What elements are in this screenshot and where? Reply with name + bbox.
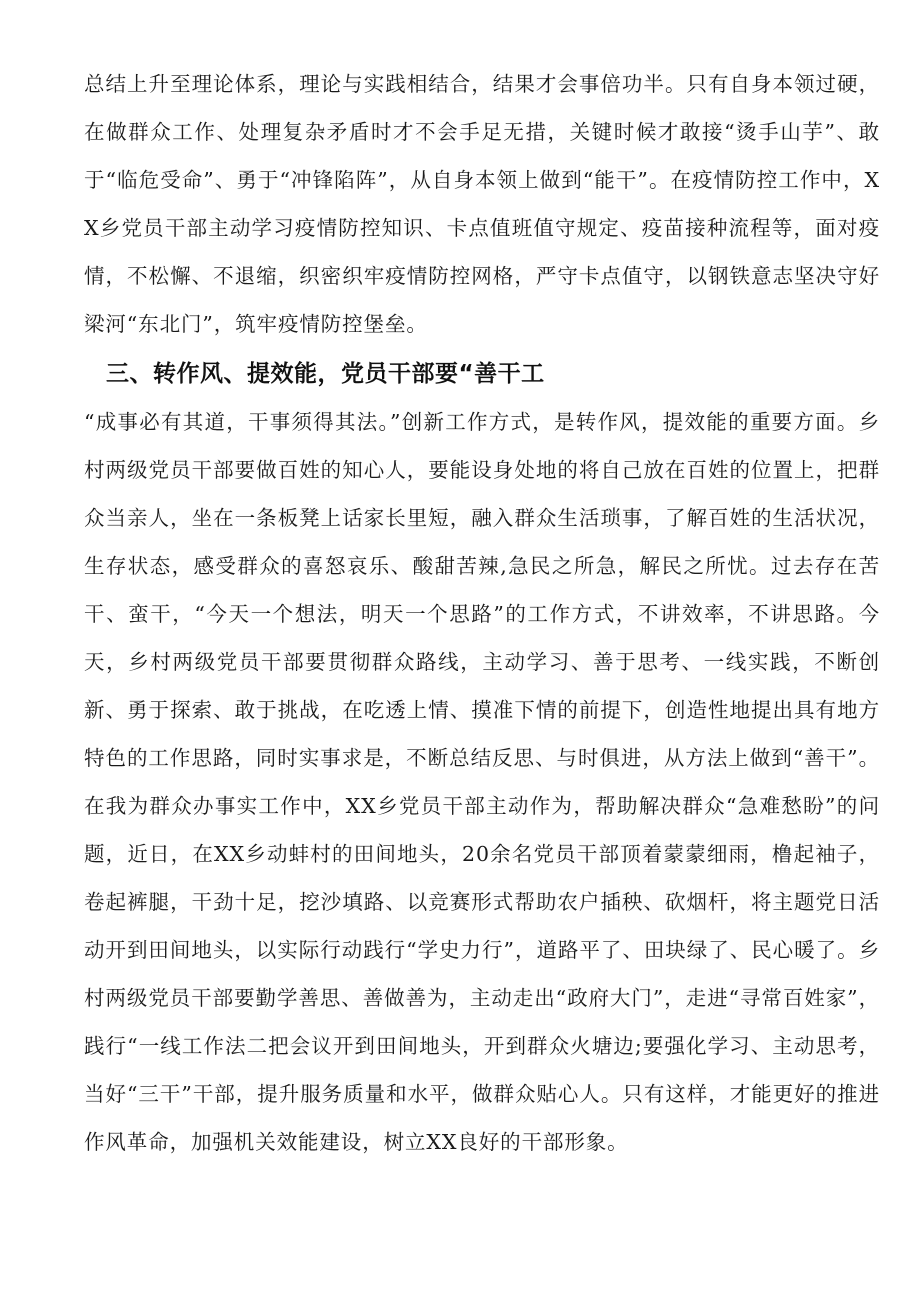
body-paragraph-1: 总结上升至理论体系，理论与实践相结合，结果才会事倍功半。只有自身本领过硬，在做群众工作、处理复杂矛盾时才不会手足无措，关键时候才敢接“烫手山芋”、敢于“临危受命”、勇于“冲锋陷阵”，从自身本领上做到“能干”。在疫情防控工作中，XX乡党员干部主动学习疫情防控知识、卡点值班值守规定、疫苗接种流程等，面对疫情，不松懈、不退缩，织密织牢疫情防控网格，严守卡点值守，以钢铁意志坚决守好梁河“东北门”，筑牢疫情防控堡垒。 bbox=[84, 72, 880, 336]
section-heading: 三、转作风、提效能，党员干部要“善干工 bbox=[106, 361, 545, 387]
body-paragraph-2: “成事必有其道，干事须得其法。”创新工作方式，是转作风，提效能的重要方面。乡村两级党员干部要做百姓的知心人，要能设身处地的将自己放在百姓的位置上，把群众当亲人，坐在一条板凳上话家长里短，融入群众生活琐事，了解百姓的生活状况，生存状态，感受群众的喜怒哀乐、酸甜苦辣,急民之所急，解民之所忧。过去存在苦干、蛮干，“今天一个想法，明天一个思路”的工作方式，不讲效率，不讲思路。今天，乡村两级党员干部要贯彻群众路线，主动学习、善于思考、一线实践，不断创新、勇于探索、敢于挑战，在吃透上情、摸准下情的前提下，创造性地提出具有地方特色的工作思路，同时实事求是，不断总结反思、与时俱进，从方法上做到“善干”。在我为群众办事实工作中，XX乡党员干部主动作为，帮助解决群众“急难愁盼”的问题，近日，在XX乡动蚌村的田间地头，20余名党员干部顶着蒙蒙细雨，橹起袖子，卷起裤腿，干劲十足，挖沙填路、以竞赛形式帮助农户插秧、砍烟杆，将主题党日活动开到田间地头，以实际行动践行“学史力行”，道路平了、田块绿了、民心暖了。乡村两级党员干部要勤学善思、善做善为，主动走出“政府大门”，走进“寻常百姓家”，践行“一线工作法二把会议开到田间地头，开到群众火塘边;要强化学习、主动思考，当好“三干”干部，提升服务质量和水平，做群众贴心人。只有这样，才能更好的推进作风革命，加强机关效能建设，树立XX良好的干部形象。 bbox=[84, 410, 880, 1154]
